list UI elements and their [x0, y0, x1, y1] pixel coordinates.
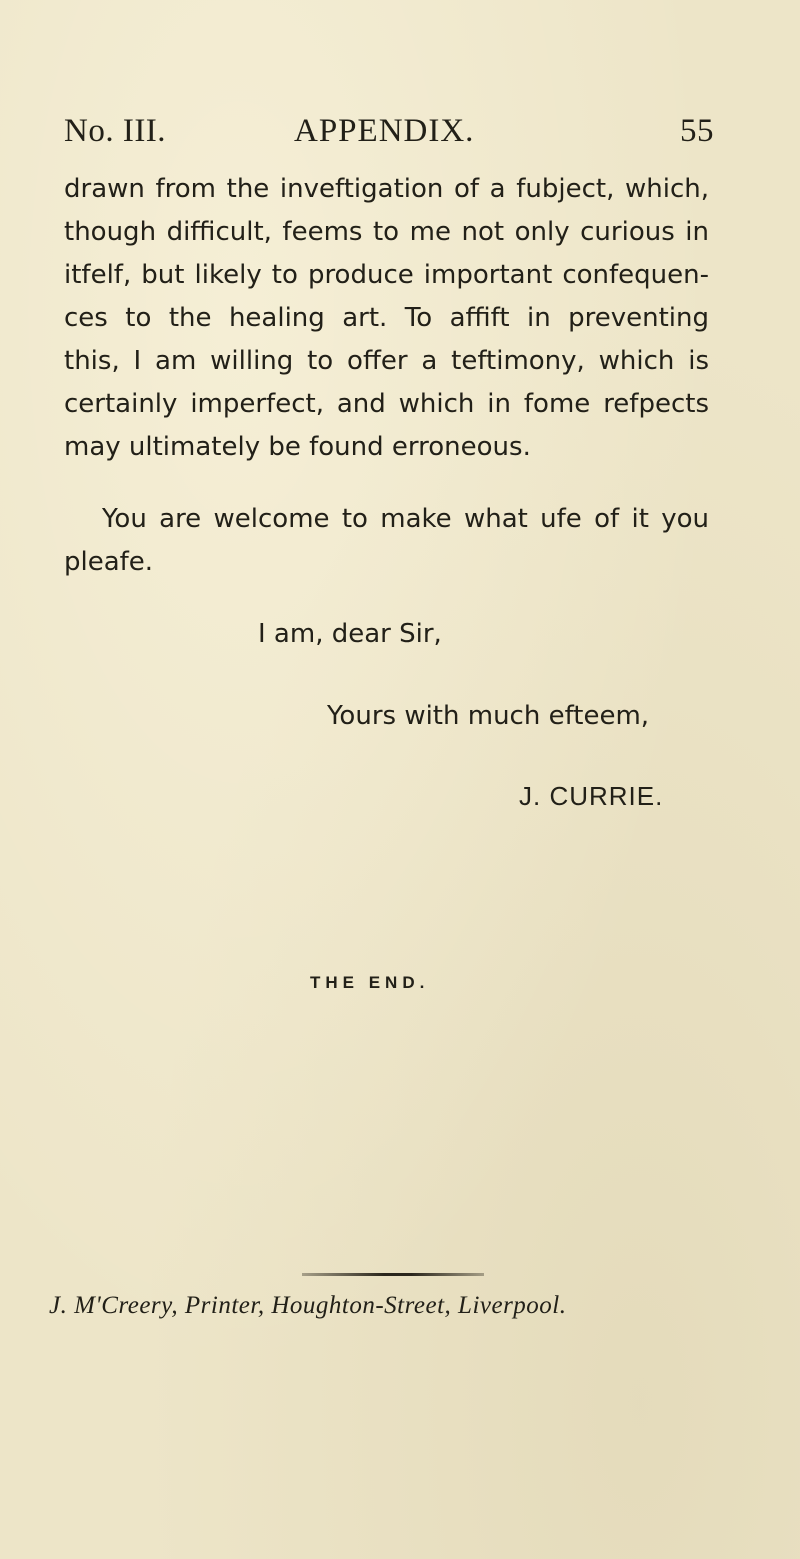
valediction: Yours with much efteem, — [327, 701, 650, 731]
the-end-mark: THE END. — [310, 973, 430, 992]
paragraph-1 — [64, 168, 709, 469]
text-line: ces to the healing art. To affift in preventing — [64, 303, 709, 333]
text-line: itfelf, but likely to produce important confequen- — [64, 260, 709, 290]
appendix-number: No. III. — [64, 113, 167, 149]
text-line: may ultimately be found erroneous. — [64, 432, 531, 462]
text-line: this, I am willing to offer a teftimony, which is — [64, 346, 709, 376]
salutation: I am, dear Sir, — [258, 619, 442, 649]
imprint-rule — [302, 1273, 484, 1276]
paragraph-2 — [64, 498, 709, 584]
page-number: 55 — [680, 113, 714, 149]
section-title: APPENDIX. — [294, 113, 475, 149]
text-line: drawn from the inveftigation of a fubject, which, — [64, 174, 709, 204]
text-line: though difficult, feems to me not only curious in — [64, 217, 709, 247]
text-line: You are welcome to make what ufe of it you — [102, 504, 709, 534]
text-line: certainly imperfect, and which in fome refpects — [64, 389, 709, 419]
running-head — [64, 113, 714, 163]
printer-imprint: J. M'Creery, Printer, Houghton-Street, Liverpool. — [49, 1292, 567, 1319]
text-line: pleafe. — [64, 547, 154, 577]
signature: J. CURRIE. — [519, 781, 664, 811]
